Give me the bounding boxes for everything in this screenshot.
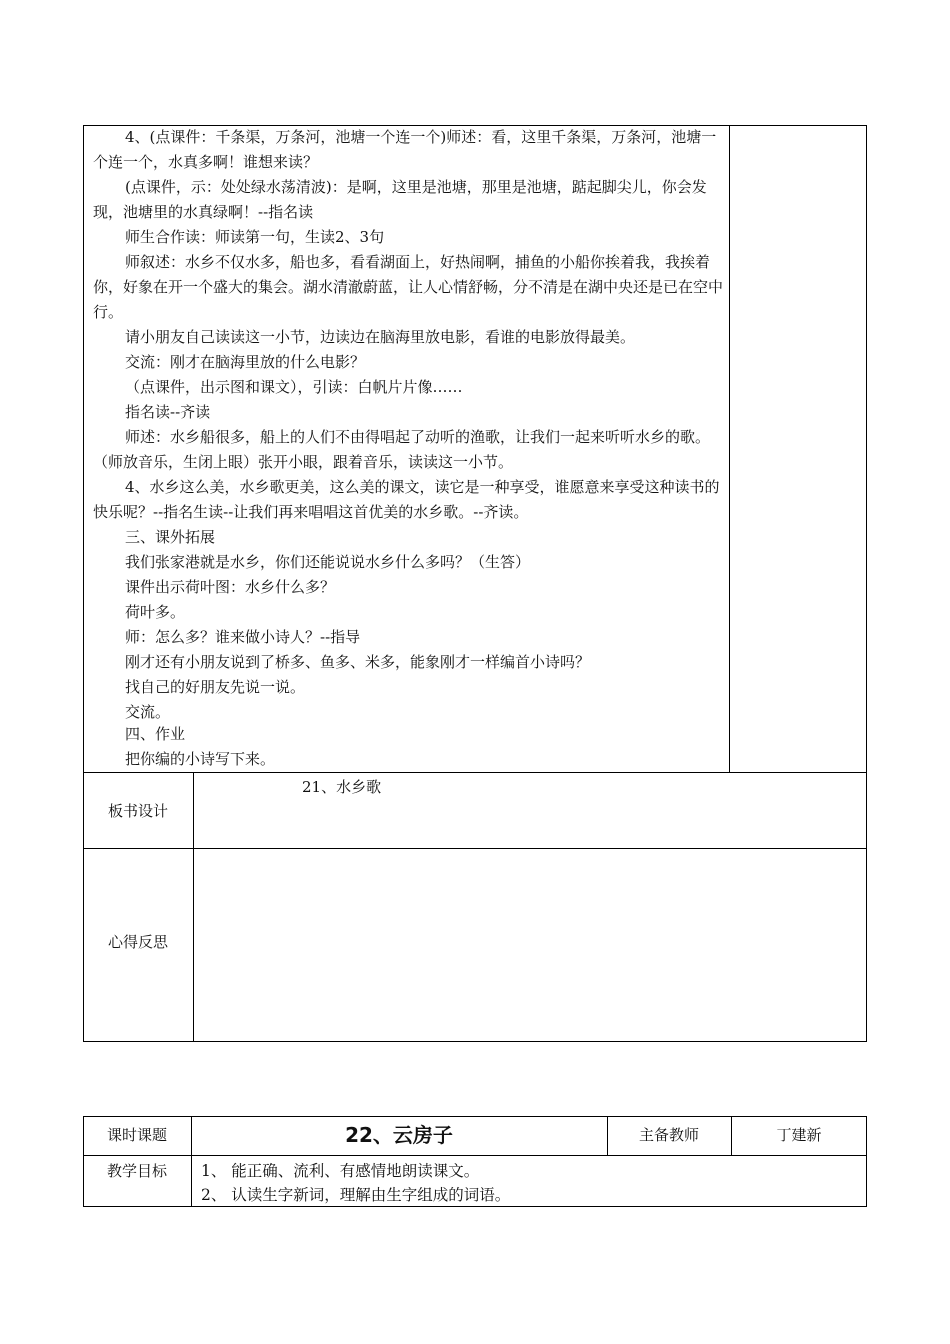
goal-item: 1、 能正确、流利、有感情地朗读课文。 xyxy=(201,1162,480,1180)
paragraph: 课件出示荷叶图：水乡什么多？ xyxy=(125,578,336,596)
table-divider xyxy=(83,848,867,849)
paragraph: 找自己的好朋友先说一说。 xyxy=(125,678,306,696)
teacher-label: 主备教师 xyxy=(638,1126,699,1144)
paragraph: 师：怎么多？谁来做小诗人？--指导 xyxy=(125,628,361,646)
paragraph: 请小朋友自己读读这一小节，边读边在脑海里放电影，看谁的电影放得最美。 xyxy=(125,328,636,346)
table-divider xyxy=(83,772,867,773)
table-divider xyxy=(193,772,194,1042)
paragraph: 我们张家港就是水乡，你们还能说说水乡什么多吗？（生答） xyxy=(125,553,531,571)
paragraph: 4、(点课件：千条渠，万条河，池塘一个连一个)师述：看，这里千条渠，万条河，池塘一个连一个，水真多啊！谁想来读？ xyxy=(93,128,717,171)
paragraph: 指名读--齐读 xyxy=(125,403,211,421)
paragraph: 交流。 xyxy=(125,703,171,721)
paragraph: 师述：水乡船很多，船上的人们不由得唱起了动听的渔歌，让我们一起来听听水乡的歌。（师放音乐，生闭上眼）张开小眼，跟着音乐，读读这一小节。 xyxy=(93,428,711,471)
goal-item: 2、 认读生字新词，理解由生字组成的词语。 xyxy=(201,1186,511,1204)
table-divider xyxy=(83,1155,867,1156)
lesson-title: 22、云房子 xyxy=(345,1123,453,1147)
paragraph: (点课件，示：处处绿水荡清波)：是啊，这里是池塘，那里是池塘，踮起脚尖儿，你会发现，池塘里的水真绿啊！--指名读 xyxy=(93,178,707,221)
paragraph: 4、水乡这么美，水乡歌更美，这么美的课文，读它是一种享受，谁愿意来享受这种读书的快乐呢？--指名生读--让我们再来唱唱这首优美的水乡歌。--齐读。 xyxy=(93,478,720,521)
section-heading: 三、课外拓展 xyxy=(125,528,216,546)
teacher-name: 丁建新 xyxy=(776,1126,822,1144)
paragraph: （点课件，出示图和课文），引读：白帆片片像…… xyxy=(125,378,463,396)
board-design-label: 板书设计 xyxy=(107,802,168,820)
section-heading: 四、作业 xyxy=(125,725,186,743)
reflection-label: 心得反思 xyxy=(107,933,168,951)
board-design-content: 21、水乡歌 xyxy=(302,778,382,796)
lesson-label: 课时课题 xyxy=(106,1126,167,1144)
paragraph: 荷叶多。 xyxy=(125,603,186,621)
paragraph: 师生合作读：师读第一句，生读2、3句 xyxy=(125,228,385,246)
paragraph: 师叙述：水乡不仅水多，船也多，看看湖面上，好热闹啊，捕鱼的小船你挨着我，我挨着你，好象在开一个盛大的集会。湖水清澈蔚蓝，让人心情舒畅，分不清是在湖中央还是已在空中行。 xyxy=(93,253,724,321)
paragraph: 交流：刚才在脑海里放的什么电影？ xyxy=(125,353,366,371)
table-divider xyxy=(729,125,730,773)
paragraph: 刚才还有小朋友说到了桥多、鱼多、米多，能象刚才一样编首小诗吗？ xyxy=(125,653,591,671)
reflection-content[interactable] xyxy=(203,858,853,1028)
paragraph: 把你编的小诗写下来。 xyxy=(125,750,276,768)
goals-label: 教学目标 xyxy=(106,1162,167,1180)
